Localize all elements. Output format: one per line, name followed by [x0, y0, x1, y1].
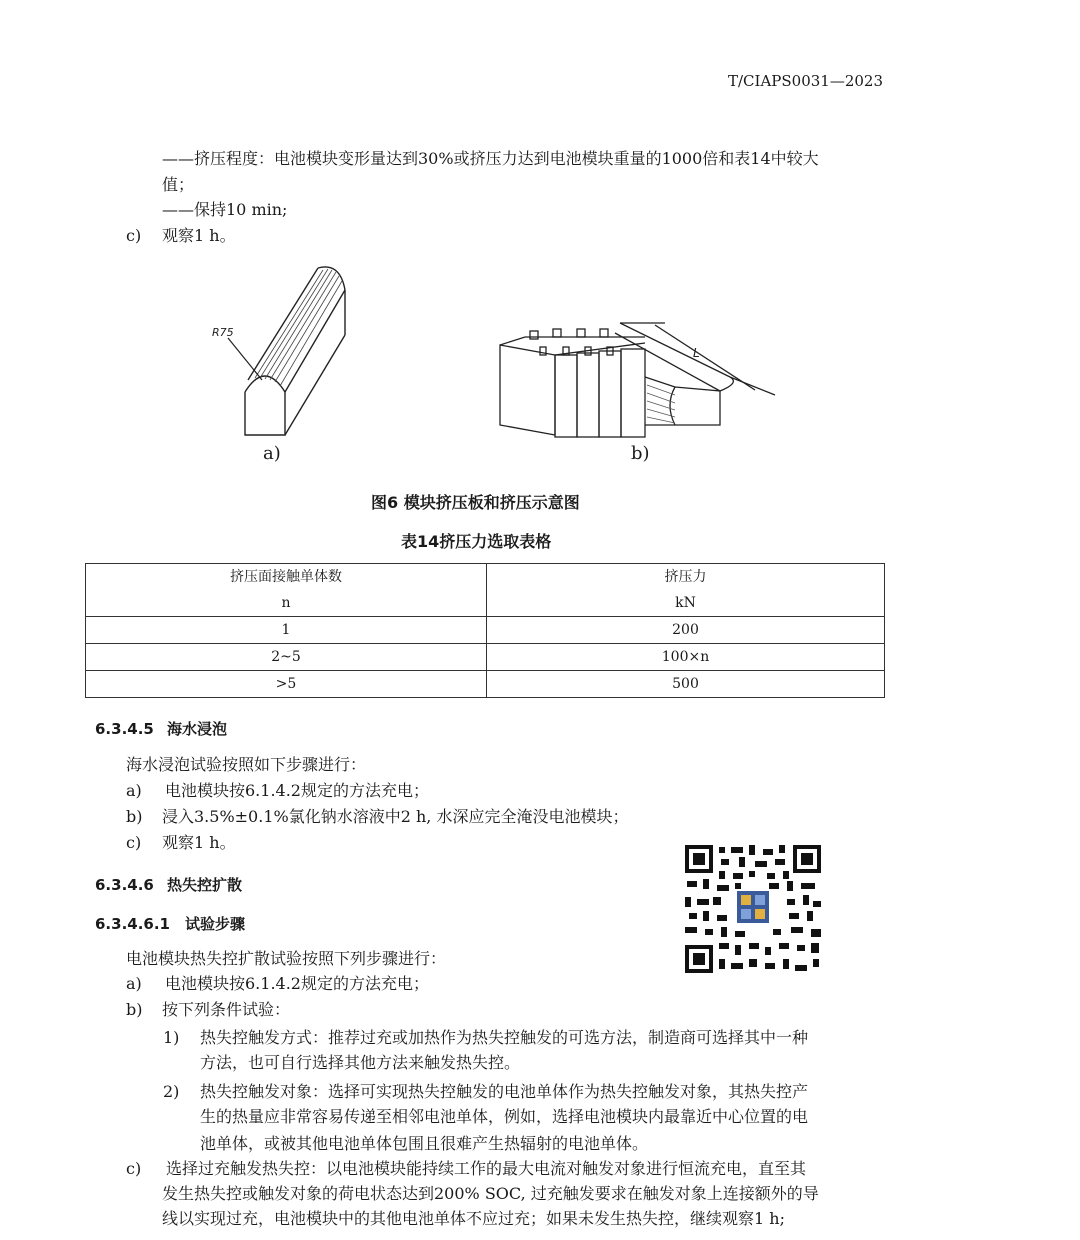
document-id: T/CIAPS0031—2023: [728, 72, 884, 90]
cell-n: 2~5: [86, 644, 487, 671]
list-marker: 2): [163, 1082, 180, 1101]
list-marker: b): [126, 807, 143, 826]
section-heading-thermal: [95, 874, 242, 895]
section-number: 6.3.4.5: [95, 720, 154, 738]
list-marker: c): [126, 833, 142, 852]
list-marker: a): [126, 781, 142, 800]
figure-label-a: a): [263, 443, 281, 464]
thermal-intro: 电池模块热失控扩散试验按照下列步骤进行：: [126, 949, 447, 968]
header-force-unit: kN: [675, 595, 696, 611]
overcharge-line2: 发生热失控或触发对象的荷电状态达到200% SOC, 过充触发要求在触发对象上连接额外的导: [162, 1184, 819, 1203]
qr-code: [683, 843, 823, 975]
cell-n: >5: [86, 671, 487, 698]
cell-force: 500: [487, 671, 885, 698]
trigger-target-line2: 生的热量应非常容易传递至相邻电池单体，例如，选择电池模块内最靠近中心位置的电: [200, 1107, 809, 1126]
figure-label-b: b): [631, 443, 650, 464]
seawater-item-a: 电池模块按6.1.4.2规定的方法充电；: [165, 781, 429, 800]
trigger-target-line3: 池单体，或被其他电池单体包围且很难产生热辐射的电池单体。: [200, 1134, 649, 1153]
header-contact-cells: [86, 564, 487, 617]
overcharge-line3: 线以实现过充，电池模块中的其他电池单体不应过充；如果未发生热失控，继续观察1 h;: [162, 1209, 785, 1228]
crush-force-table: [85, 563, 885, 698]
header-force-label: 挤压力: [664, 569, 707, 585]
list-marker: b): [126, 1000, 143, 1019]
header-contact-unit: n: [281, 595, 291, 611]
list-marker: c): [126, 1159, 142, 1178]
trigger-method-line1: 热失控触发方式：推荐过充或加热作为热失控触发的可选方法，制造商可选择其中一种: [200, 1028, 809, 1047]
header-crush-force: [487, 564, 885, 617]
observe-line: 观察1 h。: [162, 226, 236, 245]
seawater-intro: 海水浸泡试验按照如下步骤进行：: [126, 755, 367, 774]
section-title: 海水浸泡: [167, 720, 228, 738]
cell-force: 100×n: [487, 644, 885, 671]
list-marker: a): [126, 974, 142, 993]
seawater-item-b: 浸入3.5%±0.1%氯化钠水溶液中2 h, 水深应完全淹没电池模块；: [162, 807, 629, 826]
length-label: L: [693, 346, 700, 360]
seawater-item-c: 观察1 h。: [162, 833, 236, 852]
figure-caption: 图6 模块挤压板和挤压示意图: [371, 493, 580, 512]
subsection-heading-test-steps: [95, 913, 245, 934]
subsection-title: 试验步骤: [185, 915, 246, 933]
list-marker: 1): [163, 1028, 180, 1047]
hold-time-line: ——保持10 min;: [162, 200, 288, 219]
table-row: [86, 617, 885, 644]
table-row: [86, 671, 885, 698]
thermal-item-a: 电池模块按6.1.4.2规定的方法充电；: [165, 974, 429, 993]
crush-degree-line: ——挤压程度：电池模块变形量达到30%或挤压力达到电池模块重量的1000倍和表14中较大: [162, 149, 819, 168]
section-heading-seawater: [95, 718, 227, 739]
trigger-method-line2: 方法，也可自行选择其他方法来触发热失控。: [200, 1053, 521, 1072]
crush-degree-line-cont: 值；: [162, 175, 195, 194]
radius-label: R75: [212, 326, 234, 339]
list-marker: c): [126, 226, 142, 245]
cell-force: 200: [487, 617, 885, 644]
cell-n: 1: [86, 617, 487, 644]
thermal-item-b: 按下列条件试验：: [162, 1000, 291, 1019]
table-title: 表14挤压力选取表格: [401, 532, 552, 551]
section-number: 6.3.4.6: [95, 876, 154, 894]
section-title: 热失控扩散: [167, 876, 243, 894]
module-crush-drawing: [495, 315, 785, 445]
table-header-row: [86, 564, 885, 617]
crush-plate-drawing: [200, 260, 370, 440]
table-row: [86, 644, 885, 671]
overcharge-line1: 选择过充触发热失控：以电池模块能持续工作的最大电流对触发对象进行恒流充电，直至其: [166, 1159, 807, 1178]
subsection-number: 6.3.4.6.1: [95, 915, 170, 933]
trigger-target-line1: 热失控触发对象：选择可实现热失控触发的电池单体作为热失控触发对象，其热失控产: [200, 1082, 809, 1101]
header-contact-label: 挤压面接触单体数: [230, 569, 342, 585]
